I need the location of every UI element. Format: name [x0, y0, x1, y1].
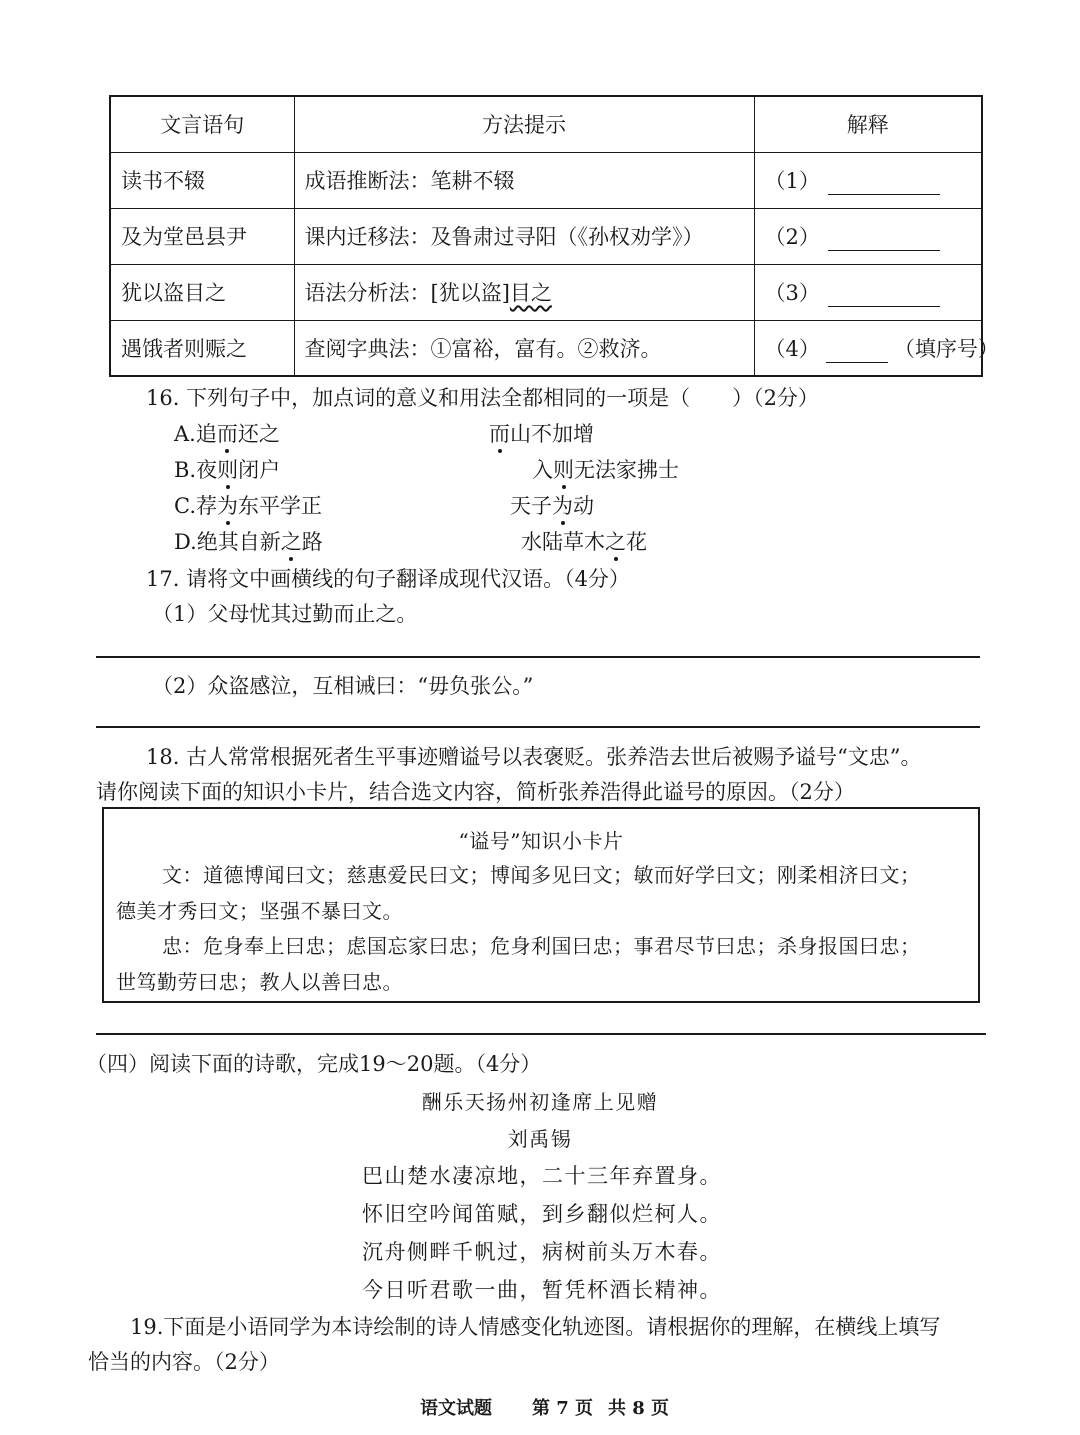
row-answer[interactable] — [754, 208, 982, 264]
card-zhong-line-1: 忠：危身奉上曰忠；虑国忘家曰忠；危身利国曰忠；事君尽节曰忠；杀身报国曰忠； — [162, 934, 921, 958]
poem-line: 今日听君歌一曲，暂凭杯酒长精神。 — [362, 1278, 722, 1302]
table-header-row — [110, 96, 982, 152]
card-title: “谥号”知识小卡片 — [458, 829, 624, 853]
q16-option-c-left[interactable] — [174, 490, 322, 520]
table-row — [110, 320, 982, 376]
dotted-word: 为 — [552, 494, 573, 518]
q16-option-b-left[interactable] — [174, 454, 280, 484]
option-text: C.荐 — [174, 494, 217, 518]
answer-blank[interactable] — [826, 343, 888, 363]
dotted-word: 之 — [605, 530, 626, 554]
dotted-word: 则 — [553, 458, 574, 482]
row-method: 查阅字典法：①富裕，富有。②救济。 — [294, 320, 754, 376]
option-text: D.绝其自新 — [174, 530, 281, 554]
option-text: 水陆草木 — [521, 530, 605, 554]
table-row — [110, 264, 982, 320]
section-heading: （四）阅读下面的诗歌，完成19～20题。（4分） — [86, 1052, 542, 1076]
q16-option-a-right — [489, 418, 594, 448]
answer-line[interactable] — [96, 656, 980, 658]
q17-item-2: （2）众盗感泣，互相诫曰：“毋负张公。” — [152, 674, 534, 698]
option-text: 闭户 — [238, 458, 281, 482]
answer-blank[interactable] — [828, 175, 940, 195]
q16-option-d-right — [521, 526, 647, 556]
answer-blank[interactable] — [828, 287, 940, 307]
method-prefix: 语法分析法：[犹以盗] — [304, 281, 510, 305]
method-wavy-underline: 目之 — [509, 281, 552, 305]
dotted-word: 为 — [217, 494, 238, 518]
card-wen-line-1: 文：道德博闻曰文；慈惠爱民曰文；博闻多见曰文；敏而好学曰文；刚柔相济曰文； — [162, 863, 921, 887]
header-phrase: 文言语句 — [110, 96, 294, 152]
footer-total: 共 8 页 — [608, 1398, 670, 1419]
table-row — [110, 208, 982, 264]
option-text: 无法家拂士 — [574, 458, 679, 482]
row-phrase: 犹以盗目之 — [110, 264, 294, 320]
poem-author: 刘禹锡 — [507, 1127, 573, 1151]
dotted-word: 则 — [217, 458, 239, 482]
q17-stem: 17. 请将文中画横线的句子翻译成现代汉语。（4分） — [146, 567, 630, 591]
option-text: 山不加增 — [510, 422, 594, 446]
option-text: 路 — [301, 530, 323, 554]
q19-line-2: 恰当的内容。（2分） — [88, 1350, 280, 1374]
q16-option-a-left[interactable] — [174, 418, 280, 448]
vocab-table — [109, 95, 999, 377]
dotted-word: 而 — [216, 422, 238, 446]
option-text: 还之 — [237, 422, 280, 446]
row-phrase: 遇饿者则赈之 — [110, 320, 294, 376]
knowledge-card — [102, 807, 980, 1003]
row-method — [294, 264, 754, 320]
poem-line: 沉舟侧畔千帆过，病树前头万木春。 — [362, 1240, 722, 1264]
q18-line-2: 请你阅读下面的知识小卡片，结合选文内容，简析张养浩得此谥号的原因。（2分） — [96, 780, 855, 804]
answer-number: （1） — [764, 169, 820, 193]
header-explanation: 解释 — [754, 96, 982, 152]
poem-line: 怀旧空吟闻笛赋，到乡翻似烂柯人。 — [362, 1202, 722, 1226]
q18-line-1: 18. 古人常常根据死者生平事迹赠谥号以表褒贬。张养浩去世后被赐予谥号“文忠”。 — [146, 745, 922, 769]
poem-line: 巴山楚水凄凉地，二十三年弃置身。 — [362, 1164, 722, 1188]
row-answer[interactable] — [754, 320, 999, 376]
row-phrase: 及为堂邑县尹 — [110, 208, 294, 264]
q16-stem: 16. 下列句子中，加点词的意义和用法全都相同的一项是（ ）（2分） — [146, 386, 819, 410]
dotted-word: 之 — [280, 530, 302, 554]
q16-option-d-left[interactable] — [174, 526, 323, 556]
answer-suffix: （填序号） — [893, 336, 999, 361]
answer-blank[interactable] — [828, 231, 940, 251]
option-text: 入 — [532, 458, 553, 482]
row-method: 成语推断法：笔耕不辍 — [294, 152, 754, 208]
option-text: 天子 — [510, 494, 552, 518]
dotted-word: 而 — [489, 422, 510, 446]
header-method: 方法提示 — [294, 96, 754, 152]
row-answer[interactable] — [754, 264, 982, 320]
row-answer[interactable] — [754, 152, 982, 208]
q16-option-c-right — [510, 490, 594, 520]
option-text: 动 — [573, 494, 594, 518]
footer-page: 第 7 页 — [532, 1398, 594, 1419]
option-text: 东平学正 — [238, 494, 322, 518]
card-zhong-line-2: 世笃勤劳曰忠；教人以善曰忠。 — [116, 970, 403, 994]
q19-line-1: 19.下面是小语同学为本诗绘制的诗人情感变化轨迹图。请根据你的理解，在横线上填写 — [130, 1315, 941, 1339]
option-text: 花 — [626, 530, 647, 554]
q16-option-b-right — [532, 454, 679, 484]
row-phrase: 读书不辍 — [110, 152, 294, 208]
option-text: B.夜 — [174, 458, 218, 482]
answer-number: （2） — [764, 225, 820, 249]
answer-line[interactable] — [96, 726, 980, 728]
table-row — [110, 152, 982, 208]
row-method: 课内迁移法：及鲁肃过寻阳（《孙权劝学》） — [294, 208, 754, 264]
answer-line[interactable] — [96, 1033, 986, 1035]
q17-item-1: （1）父母忧其过勤而止之。 — [152, 602, 418, 626]
footer-subject: 语文试题 — [420, 1398, 492, 1419]
card-wen-line-2: 德美才秀曰文；坚强不暴曰文。 — [116, 899, 403, 923]
answer-number: （4） — [764, 336, 820, 361]
option-text: A.追 — [174, 422, 217, 446]
poem-title: 酬乐天扬州初逢席上见赠 — [421, 1090, 659, 1114]
answer-number: （3） — [764, 281, 820, 305]
